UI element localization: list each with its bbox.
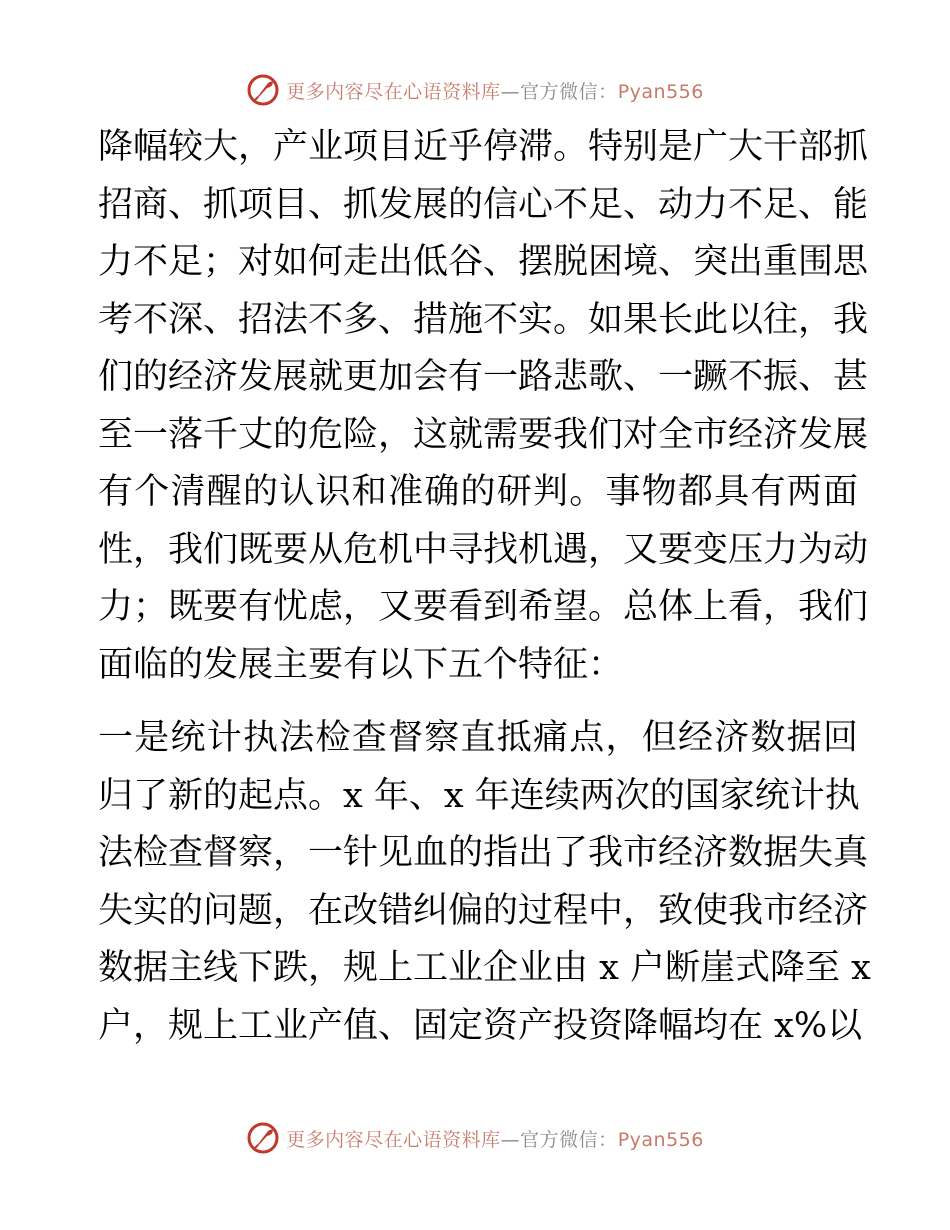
paragraph-1 xyxy=(98,119,869,694)
watermark-main: 更多内容尽在心语资料库 xyxy=(286,80,501,103)
text-line: 户，规上工业产值、固定资产投资降幅均在 x%以 xyxy=(98,1005,863,1046)
text-line: 法检查督察，一针见血的指出了我市经济数据失真 xyxy=(98,833,869,873)
text-line: 力；既要有忧虑，又要看到希望。总体上看，我们 xyxy=(98,587,869,627)
text-line: 归了新的起点。x 年、x 年连续两次的国家统计执 xyxy=(98,775,860,816)
watermark-id: Pyan556 xyxy=(617,80,704,103)
paragraph-2 xyxy=(98,710,871,1055)
watermark-main: 更多内容尽在心语资料库 xyxy=(286,1128,501,1151)
paragraph-spacer xyxy=(98,694,858,710)
watermark-separator: —官方微信： xyxy=(500,1128,618,1151)
text-line: 面临的发展主要有以下五个特征： xyxy=(98,644,624,685)
text-line: 一是统计执法检查督察直抵痛点，但经济数据回 xyxy=(98,718,858,758)
document-body xyxy=(98,119,871,1055)
text-line: 考不深、招法不多、措施不实。如果长此以往，我 xyxy=(98,299,869,340)
text-line: 招商、抓项目、抓发展的信心不足、动力不足、能 xyxy=(98,184,869,225)
watermark-separator: —官方微信： xyxy=(500,80,618,103)
watermark-text xyxy=(286,1125,704,1152)
quill-in-circle-logo-icon xyxy=(246,73,280,107)
text-line: 至一落千丈的危险，这就需要我们对全市经济发展 xyxy=(98,414,869,455)
text-line: 力不足；对如何走出低谷、摆脱困境、突出重围思 xyxy=(98,242,869,282)
text-line: 降幅较大，产业项目近乎停滞。特别是广大干部抓 xyxy=(98,127,869,167)
text-line: 有个清醒的认识和准确的研判。事物都具有两面 xyxy=(98,472,858,512)
footer-watermark xyxy=(0,1118,950,1158)
text-line: 性，我们既要从危机中寻找机遇，又要变压力为动 xyxy=(98,529,869,570)
text-line: 数据主线下跌，规上工业企业由 x 户断崖式降至 x xyxy=(98,948,871,988)
text-line: 们的经济发展就更加会有一路悲歌、一蹶不振、甚 xyxy=(98,357,869,397)
text-line: 失实的问题，在改错纠偏的过程中，致使我市经济 xyxy=(98,890,869,931)
watermark-id: Pyan556 xyxy=(617,1128,704,1151)
header-watermark xyxy=(0,70,950,110)
watermark-text xyxy=(286,77,704,104)
quill-in-circle-logo-icon xyxy=(246,1121,280,1155)
